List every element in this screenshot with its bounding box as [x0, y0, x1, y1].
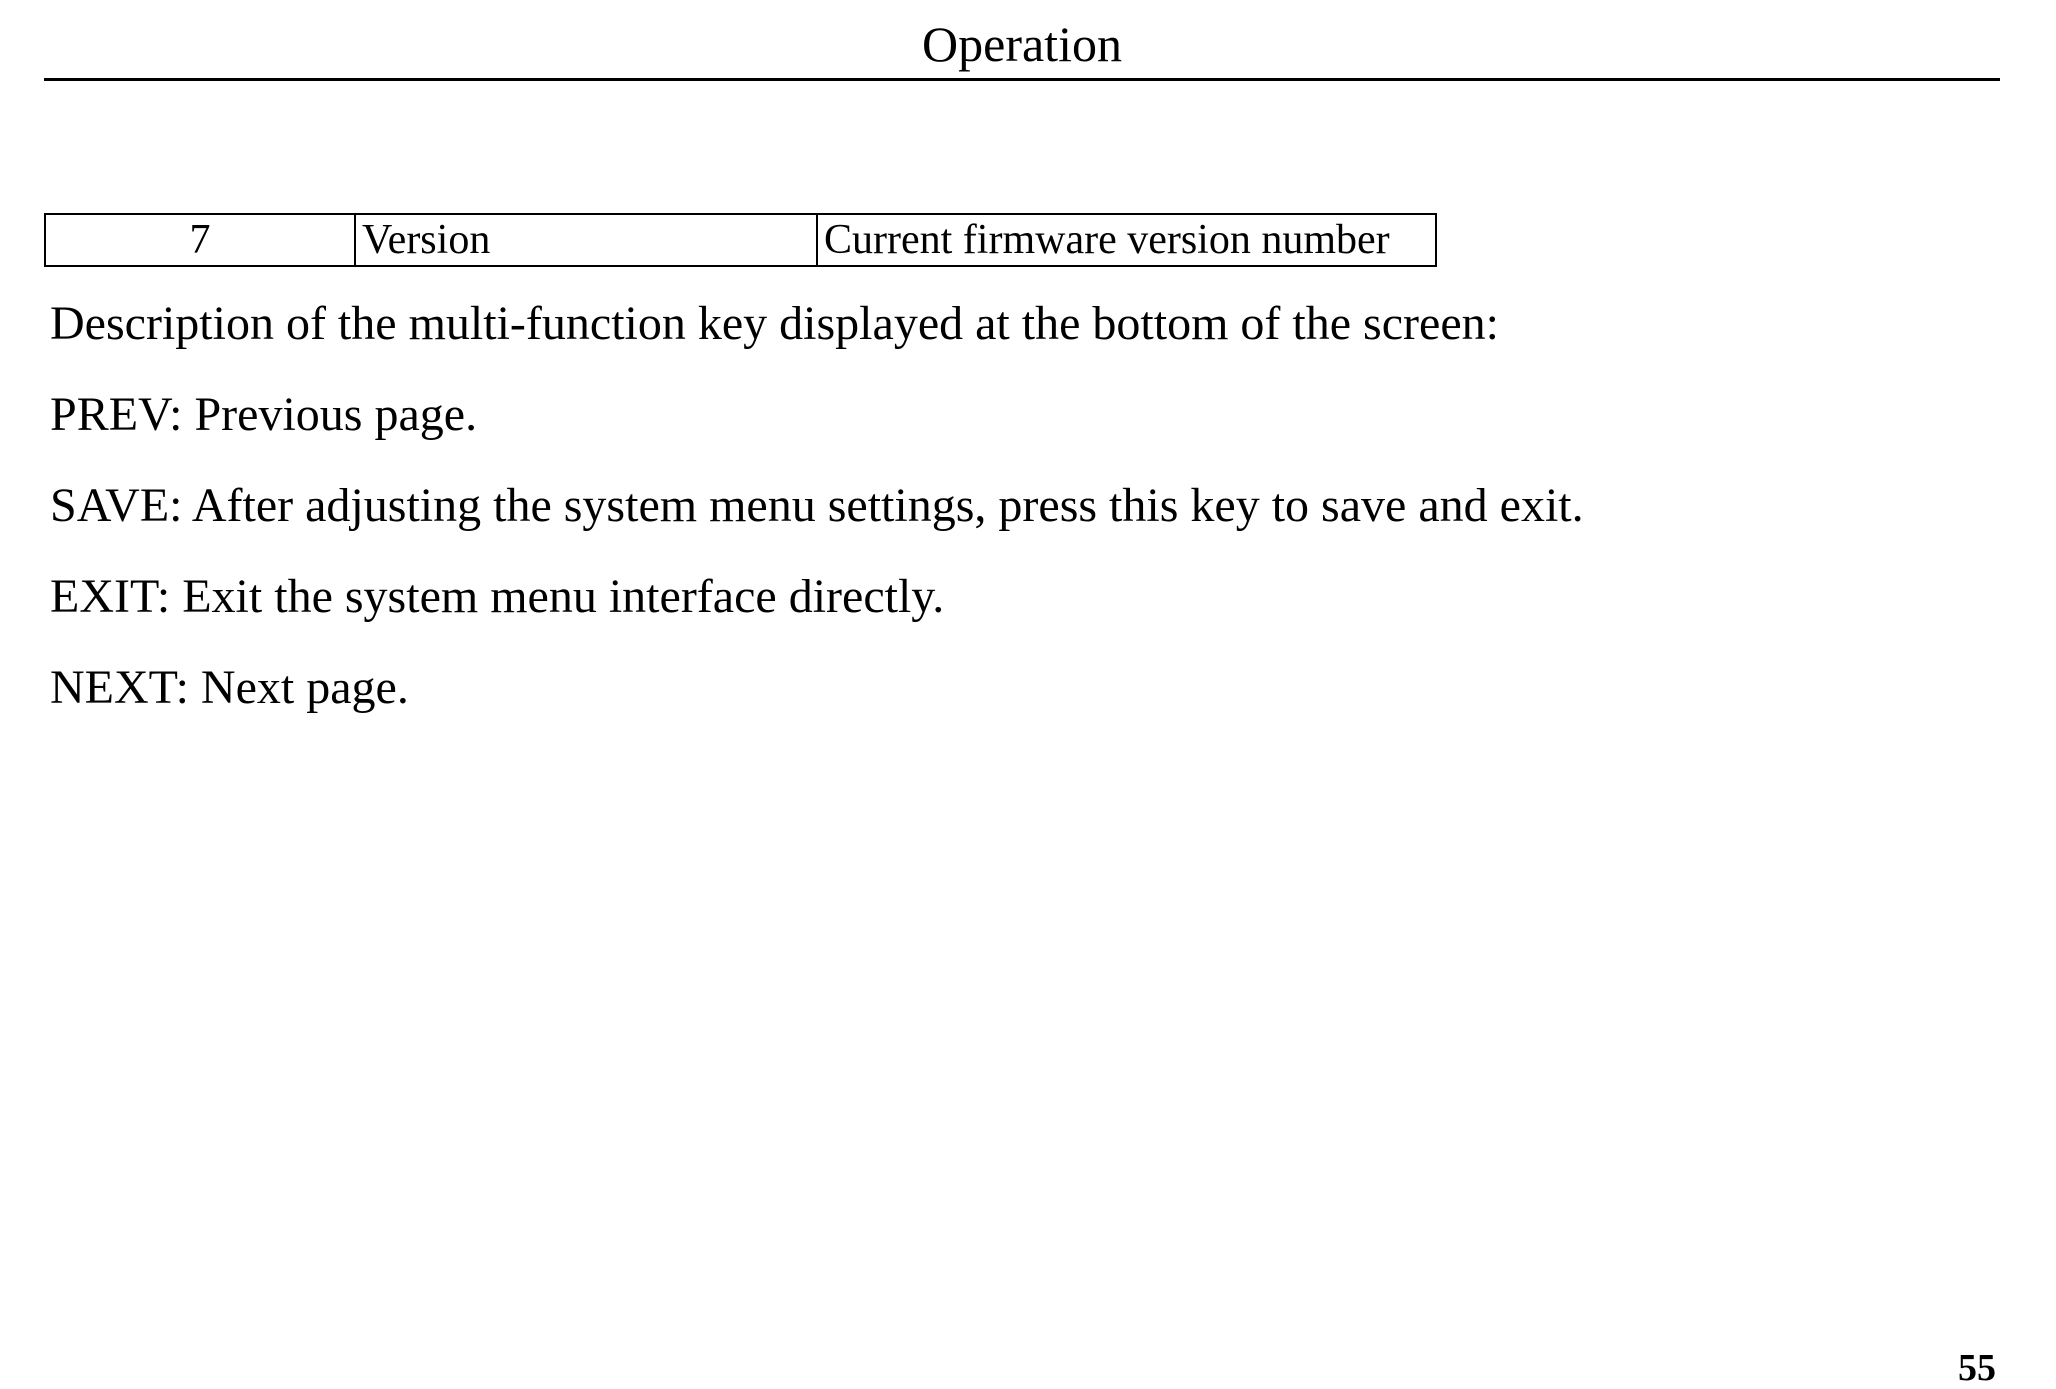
- settings-table: [44, 213, 1437, 267]
- intro-paragraph: Description of the multi-function key displayed at the bottom of the screen:: [50, 297, 1499, 350]
- page-number: 55: [1958, 1347, 1996, 1389]
- key-description-save: SAVE: After adjusting the system menu settings, press this key to save and exit.: [50, 479, 1584, 532]
- page-header: [44, 0, 2000, 81]
- table-cell-description: Current firmware version number: [817, 214, 1436, 266]
- key-description-prev: PREV: Previous page.: [50, 388, 478, 441]
- key-description-section: [50, 296, 1950, 751]
- table-cell-number: 7: [45, 214, 355, 266]
- page-header-title: Operation: [922, 16, 1122, 72]
- table-row: [45, 214, 1436, 266]
- key-description-next: NEXT: Next page.: [50, 661, 409, 714]
- table-cell-item: Version: [355, 214, 817, 266]
- key-description-exit: EXIT: Exit the system menu interface directly.: [50, 570, 945, 623]
